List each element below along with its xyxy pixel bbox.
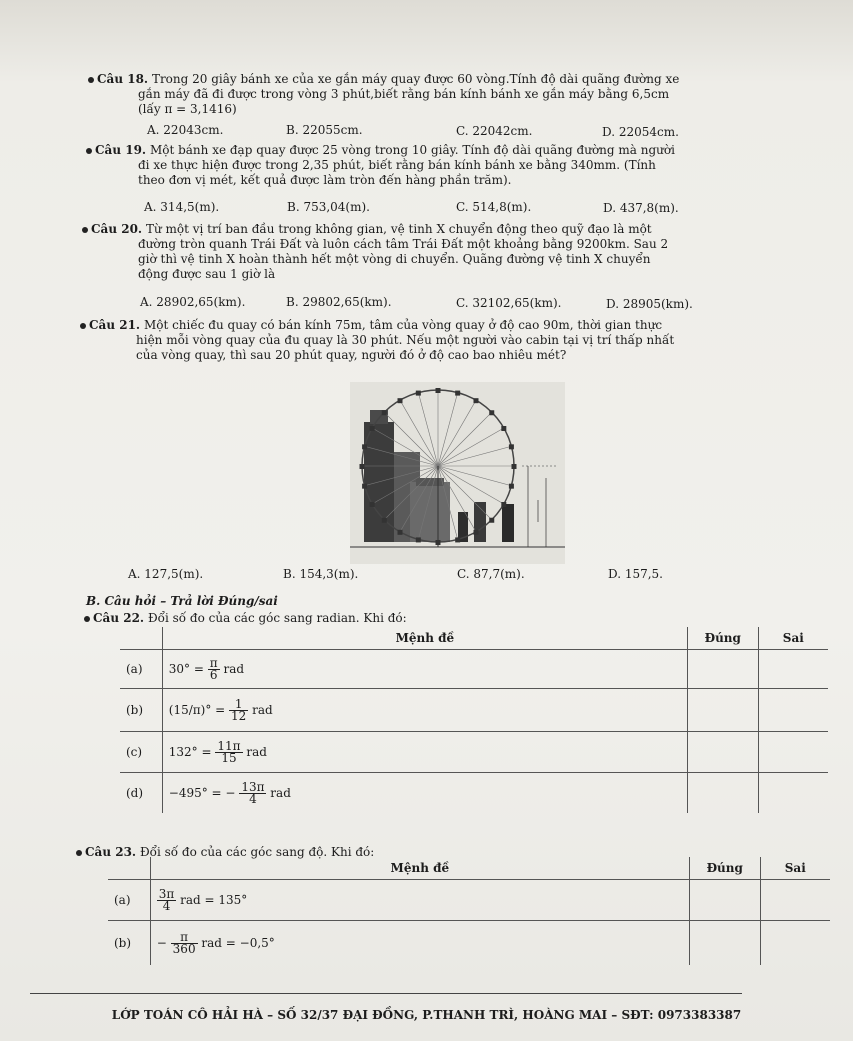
section-heading: B. Câu hỏi – Trả lời Đúng/sai: [86, 594, 278, 608]
statement-cell: [150, 921, 689, 966]
question-text: Đổi số đo của các góc sang radian. Khi đó:: [147, 611, 407, 625]
false-cell[interactable]: [760, 921, 830, 966]
table-row: [120, 732, 828, 773]
option-d[interactable]: D. 22054cm.: [602, 125, 679, 139]
math-lhs: 132° =: [168, 744, 212, 759]
bullet-icon: [80, 323, 86, 329]
question-22: [84, 611, 407, 626]
row-key: (b): [120, 689, 162, 732]
question-text: Một chiếc đu quay có bán kính 75m, tâm của vòng quay ở độ cao 90m, thời gian thực: [143, 318, 663, 332]
false-cell[interactable]: [758, 732, 828, 773]
question-text: Một bánh xe đạp quay được 25 vòng trong 10 giây. Tính độ dài quãng đường mà người: [149, 143, 675, 157]
question-text: giờ thì vệ tinh X hoàn thành hết một vòng di chuyển. Quãng đường vệ tinh X chuyển: [138, 252, 651, 266]
frac-num: π: [171, 932, 198, 944]
bullet-icon: [76, 850, 82, 856]
true-false-table-22: [120, 627, 828, 813]
question-text: Trong 20 giây bánh xe của xe gắn máy quay được 60 vòng.Tính độ dài quãng đường xe: [151, 72, 680, 86]
bullet-icon: [82, 227, 88, 233]
math-lhs: 30° =: [168, 661, 204, 676]
wheel-cabin: [416, 537, 421, 542]
wheel-cabin: [509, 484, 514, 489]
frac-num: 13π: [241, 779, 265, 794]
false-cell[interactable]: [758, 773, 828, 814]
wheel-cabin: [362, 444, 367, 449]
math-rhs: rad: [252, 702, 273, 717]
frac-den: 6: [209, 667, 218, 682]
math-lhs: −495° = −: [168, 785, 236, 800]
frac-den: 4: [249, 791, 257, 806]
ferris-wheel-figure: [350, 382, 565, 564]
math-rhs: rad: [223, 661, 245, 676]
table-corner: [120, 627, 162, 650]
table-row: [120, 773, 828, 814]
option-d[interactable]: D. 157,5.: [608, 567, 663, 581]
statement-cell: [150, 880, 689, 921]
option-a[interactable]: A. 127,5(m).: [128, 567, 204, 581]
statement-cell: [162, 732, 687, 773]
frac-num: π: [209, 655, 218, 670]
wheel-cabin: [489, 518, 494, 523]
wheel-cabin: [382, 410, 387, 415]
table-row: [120, 689, 828, 732]
wheel-cabin: [398, 530, 403, 535]
question-text: hiện mỗi vòng quay của đu quay là 30 phút. Nếu một người vào cabin tại vị trí thấp nhất: [136, 333, 675, 347]
header-true: Đúng: [687, 627, 758, 650]
question-text: của vòng quay, thì sau 20 phút quay, người đó ở độ cao bao nhiêu mét?: [136, 348, 567, 362]
wheel-cabin: [370, 426, 375, 431]
row-key: (b): [108, 921, 150, 966]
question-text: theo đơn vị mét, kết quả được làm tròn đến hàng phần trăm).: [138, 173, 512, 187]
math-lhs: (15/π)° =: [168, 702, 226, 717]
true-cell[interactable]: [687, 732, 758, 773]
wheel-cabin: [436, 388, 441, 393]
row-key: (d): [120, 773, 162, 814]
row-key: (c): [120, 732, 162, 773]
row-key: (a): [120, 650, 162, 689]
question-20: [82, 222, 812, 282]
option-b[interactable]: B. 22055cm.: [286, 123, 363, 137]
question-text: đi xe thực hiện được trong 2,35 phút, biết rằng bán kính bánh xe bằng 340mm. (Tính: [138, 158, 656, 172]
bullet-icon: [88, 77, 94, 83]
question-text: (lấy π = 3,1416): [138, 102, 237, 116]
wheel-cabin: [362, 484, 367, 489]
wheel-cabin: [489, 410, 494, 415]
question-label: Câu 21.: [89, 318, 141, 332]
table-corner: [108, 857, 150, 880]
wheel-cabin: [370, 502, 375, 507]
math-rhs: rad: [270, 785, 291, 800]
footer-divider: [30, 993, 742, 994]
question-21: [80, 318, 815, 363]
option-c[interactable]: C. 22042cm.: [456, 124, 533, 138]
option-c[interactable]: C. 32102,65(km).: [456, 296, 562, 310]
option-d[interactable]: D. 28905(km).: [606, 297, 693, 311]
true-cell[interactable]: [689, 880, 760, 921]
wheel-cabin: [474, 530, 479, 535]
true-cell[interactable]: [689, 921, 760, 966]
wheel-cabin: [416, 391, 421, 396]
false-cell[interactable]: [760, 880, 830, 921]
header-statement: Mệnh đề: [150, 857, 689, 880]
wheel-cabin: [382, 518, 387, 523]
wheel-cabin: [501, 426, 506, 431]
math-prefix: −: [156, 935, 167, 950]
option-c[interactable]: C. 87,7(m).: [457, 567, 525, 581]
wheel-cabin: [455, 537, 460, 542]
header-statement: Mệnh đề: [162, 627, 687, 650]
wheel-cabin: [455, 391, 460, 396]
question-text: động được sau 1 giờ là: [138, 267, 276, 281]
question-18: [88, 72, 808, 117]
false-cell[interactable]: [758, 689, 828, 732]
wheel-cabin: [501, 502, 506, 507]
true-cell[interactable]: [687, 773, 758, 814]
header-false: Sai: [758, 627, 828, 650]
header-true: Đúng: [689, 857, 760, 880]
question-label: Câu 23.: [85, 845, 137, 859]
table-row: [108, 921, 830, 966]
table-row: [108, 880, 830, 921]
question-text: đường tròn quanh Trái Đất và luôn cách tâm Trái Đất một khoảng bằng 9200km. Sau 2: [138, 237, 669, 251]
frac-num: 1: [229, 699, 248, 711]
wheel-cabin: [512, 464, 517, 469]
bullet-icon: [84, 616, 90, 622]
question-text: Đổi số đo của các góc sang độ. Khi đó:: [139, 845, 375, 859]
footer-text: LỚP TOÁN CÔ HẢI HÀ – SỐ 32/37 ĐẠI ĐỒNG, P.THANH TRÌ, HOÀNG MAI – SĐT: 0973383387: [111, 1008, 742, 1022]
frac-den: 15: [221, 750, 237, 765]
option-b[interactable]: B. 29802,65(km).: [286, 295, 392, 309]
wheel-cabin: [509, 444, 514, 449]
true-cell[interactable]: [687, 650, 758, 689]
question-text: gắn máy đã đi được trong vòng 3 phút,biết rằng bán kính bánh xe gắn máy bằng 6,5cm: [138, 87, 670, 101]
wheel-cabin: [360, 464, 365, 469]
question-label: Câu 18.: [97, 72, 149, 86]
wheel-cabin: [474, 398, 479, 403]
false-cell[interactable]: [758, 650, 828, 689]
frac-den: 360: [172, 941, 196, 956]
frac-den: 4: [162, 898, 171, 913]
option-a[interactable]: A. 28902,65(km).: [140, 295, 246, 309]
question-label: Câu 22.: [93, 611, 145, 625]
question-label: Câu 19.: [95, 143, 147, 157]
statement-cell: [162, 650, 687, 689]
option-b[interactable]: B. 753,04(m).: [287, 200, 370, 214]
option-a[interactable]: A. 314,5(m).: [144, 200, 220, 214]
option-b[interactable]: B. 154,3(m).: [283, 567, 359, 581]
bullet-icon: [86, 148, 92, 154]
question-label: Câu 20.: [91, 222, 143, 236]
true-false-table-23: [108, 857, 830, 965]
true-cell[interactable]: [687, 689, 758, 732]
option-a[interactable]: A. 22043cm.: [147, 123, 224, 137]
frac-den: 12: [231, 708, 247, 723]
option-d[interactable]: D. 437,8(m).: [603, 201, 679, 215]
option-c[interactable]: C. 514,8(m).: [456, 200, 532, 214]
math-rhs: rad: [246, 744, 267, 759]
statement-cell: [162, 689, 687, 732]
question-19: [86, 143, 806, 188]
frac-num: 3π: [158, 886, 175, 901]
row-key: (a): [108, 880, 150, 921]
statement-cell: [162, 773, 687, 814]
frac-num: 11π: [217, 738, 241, 753]
question-text: Từ một vị trí ban đầu trong không gian, vệ tinh X chuyển động theo quỹ đạo là một: [145, 222, 652, 236]
table-row: [120, 650, 828, 689]
math-rhs: rad = 135°: [180, 892, 248, 907]
math-rhs: rad = −0,5°: [201, 935, 275, 950]
header-false: Sai: [760, 857, 830, 880]
wheel-cabin: [398, 398, 403, 403]
